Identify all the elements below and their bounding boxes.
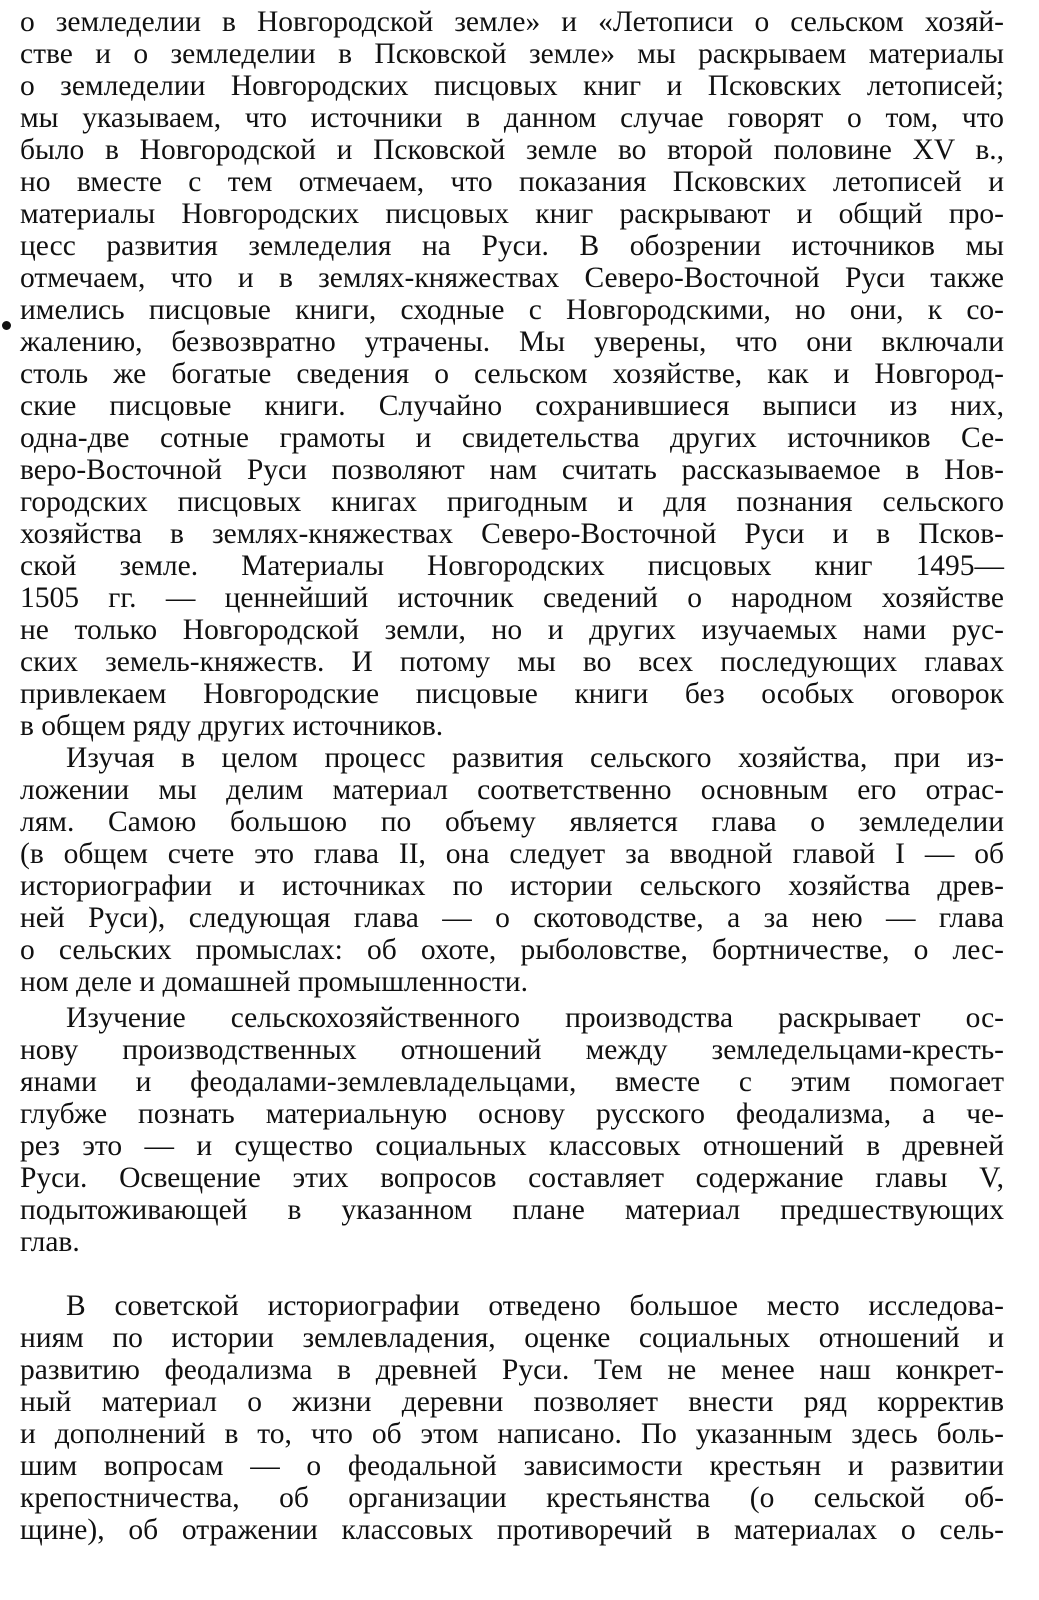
text-line: янами и феодалами-землевладельцами, вместе с этим помогает bbox=[20, 1066, 1004, 1098]
margin-dot-mark bbox=[2, 321, 11, 330]
text-line: историографии и источниках по истории сельского хозяйства древ- bbox=[20, 870, 1004, 902]
text-line: отмечаем, что и в землях-княжествах Северо-Восточной Руси также bbox=[20, 262, 1004, 294]
text-line: хозяйства в землях-княжествах Северо-Восточной Руси и в Псков- bbox=[20, 518, 1004, 550]
text-line: рез это — и существо социальных классовых отношений в древней bbox=[20, 1130, 1004, 1162]
text-line: стве и о земледелии в Псковской земле» мы раскрываем материалы bbox=[20, 38, 1004, 70]
text-line: городских писцовых книгах пригодным и для познания сельского bbox=[20, 486, 1004, 518]
text-line: лям. Самою большою по объему является глава о земледелии bbox=[20, 806, 1004, 838]
text-line: ном деле и домашней промышленности. bbox=[20, 966, 528, 998]
text-line: но вместе с тем отмечаем, что показания Псковских летописей и bbox=[20, 166, 1004, 198]
text-line: цесс развития земледелия на Руси. В обозрении источников мы bbox=[20, 230, 1004, 262]
text-line: В советской историографии отведено большое место исследова- bbox=[66, 1290, 1004, 1322]
text-line: подытоживающей в указанном плане материал предшествующих bbox=[20, 1194, 1004, 1226]
text-line: ской земле. Материалы Новгородских писцовых книг 1495— bbox=[20, 550, 1004, 582]
text-line: крепостничества, об организации крестьянства (о сельской об- bbox=[20, 1482, 1004, 1514]
text-line: глубже познать материальную основу русского феодализма, а че- bbox=[20, 1098, 1004, 1130]
text-line: о земледелии в Новгородской земле» и «Летописи о сельском хозяй- bbox=[20, 6, 1004, 38]
text-line: ней Руси), следующая глава — о скотоводстве, а за нею — глава bbox=[20, 902, 1004, 934]
text-line: ложении мы делим материал соответственно основным его отрас- bbox=[20, 774, 1004, 806]
text-line: шим вопросам — о феодальной зависимости крестьян и развитии bbox=[20, 1450, 1004, 1482]
text-line: ские писцовые книги. Случайно сохранившиеся выписи из них, bbox=[20, 390, 1004, 422]
text-line: ниям по истории землевладения, оценке социальных отношений и bbox=[20, 1322, 1004, 1354]
text-line: о сельских промыслах: об охоте, рыболовстве, бортничестве, о лес- bbox=[20, 934, 1004, 966]
text-line: не только Новгородской земли, но и других изучаемых нами рус- bbox=[20, 614, 1004, 646]
text-line: и дополнений в то, что об этом написано. По указанным здесь боль- bbox=[20, 1418, 1004, 1450]
text-line: Изучение сельскохозяйственного производства раскрывает ос- bbox=[66, 1002, 1004, 1034]
text-line: Изучая в целом процесс развития сельского хозяйства, при из- bbox=[66, 742, 1004, 774]
text-line: имелись писцовые книги, сходные с Новгородскими, но они, к со- bbox=[20, 294, 1004, 326]
text-line: ских земель-княжеств. И потому мы во всех последующих главах bbox=[20, 646, 1004, 678]
text-line: (в общем счете это глава II, она следует за вводной главой I — об bbox=[20, 838, 1004, 870]
text-line: одна-две сотные грамоты и свидетельства других источников Се- bbox=[20, 422, 1004, 454]
text-line: щине), об отражении классовых противоречий в материалах о сель- bbox=[20, 1514, 1004, 1546]
text-line: мы указываем, что источники в данном случае говорят о том, что bbox=[20, 102, 1004, 134]
text-line: Руси. Освещение этих вопросов составляет содержание главы V, bbox=[20, 1162, 1004, 1194]
text-line: привлекаем Новгородские писцовые книги без особых оговорок bbox=[20, 678, 1004, 710]
text-line: материалы Новгородских писцовых книг раскрывают и общий про- bbox=[20, 198, 1004, 230]
text-line: развитию феодализма в древней Руси. Тем не менее наш конкрет- bbox=[20, 1354, 1004, 1386]
text-line: о земледелии Новгородских писцовых книг и Псковских летописей; bbox=[20, 70, 1004, 102]
text-line: ный материал о жизни деревни позволяет внести ряд корректив bbox=[20, 1386, 1004, 1418]
text-line: было в Новгородской и Псковской земле во второй половине XV в., bbox=[20, 134, 1004, 166]
text-line: жалению, безвозвратно утрачены. Мы уверены, что они включали bbox=[20, 326, 1004, 358]
text-line: нову производственных отношений между земледельцами-кресть- bbox=[20, 1034, 1004, 1066]
text-line: веро-Восточной Руси позволяют нам считать рассказываемое в Нов- bbox=[20, 454, 1004, 486]
text-line: глав. bbox=[20, 1226, 80, 1258]
text-line: 1505 гг. — ценнейший источник сведений о народном хозяйстве bbox=[20, 582, 1004, 614]
text-line: в общем ряду других источников. bbox=[20, 710, 444, 742]
text-line: столь же богатые сведения о сельском хозяйстве, как и Новгород- bbox=[20, 358, 1004, 390]
